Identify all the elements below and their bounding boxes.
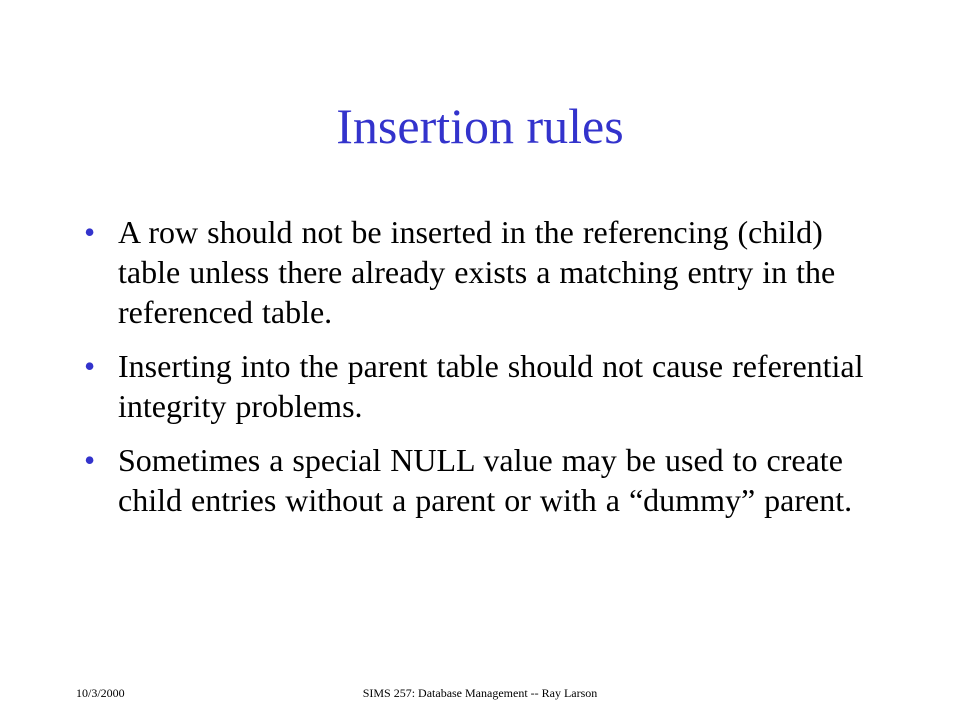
bullet-text-1: A row should not be inserted in the referencing (child) table unless there already exists a matching entry in the referenced table.	[118, 214, 836, 330]
bullet-item-2	[84, 346, 884, 426]
bullet-icon: •	[84, 348, 96, 384]
slide-title: Insertion rules	[336, 98, 624, 154]
bullet-icon: •	[84, 442, 96, 478]
bullet-item-1	[84, 212, 884, 332]
bullet-text-2: Inserting into the parent table should not cause referential integrity problems.	[118, 348, 864, 424]
bullet-icon: •	[84, 214, 96, 250]
footer-date: 10/3/2000	[76, 686, 125, 700]
footer-course-info: SIMS 257: Database Management -- Ray Larson	[362, 686, 598, 700]
bullet-text-3: Sometimes a special NULL value may be used to create child entries without a parent or with a “dummy” parent.	[118, 442, 853, 518]
bullet-item-3	[84, 440, 884, 520]
bullet-list	[84, 212, 884, 534]
